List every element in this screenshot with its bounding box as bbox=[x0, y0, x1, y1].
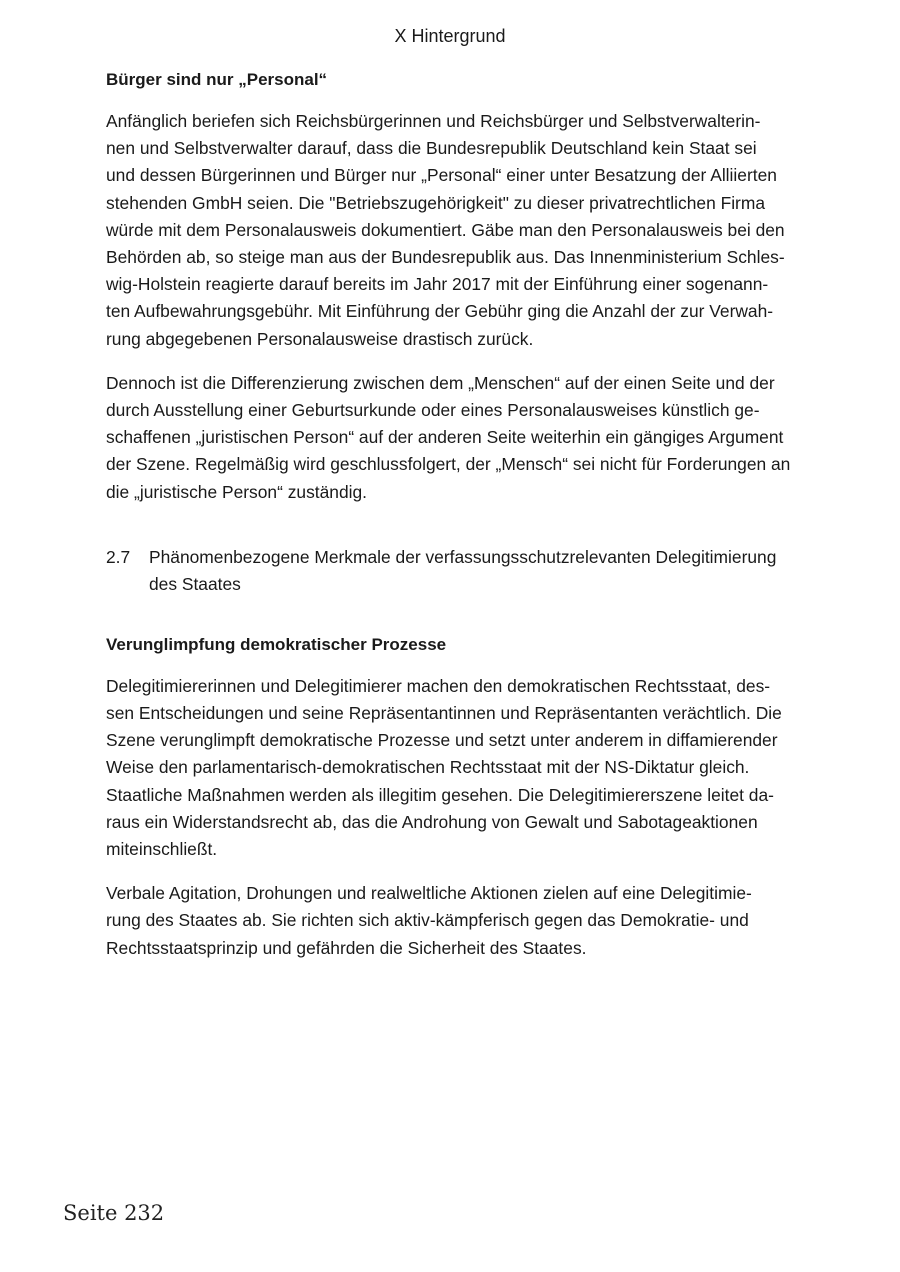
page-header: X Hintergrund bbox=[394, 26, 506, 46]
paragraph-verunglimpfung-1: Delegitimiererinnen und Delegitimierer machen den demokratischen Rechtsstaat, des- sen Entscheidungen und seine Repräsentantinnen und Repräsentanten verächtlich. Die Szene verunglimpft demokratische Prozesse und setzt unter anderem in diffamierender Weise den parlamentarisch-demokratischen Rechtsstaat mit der NS-Diktatur gleich. Staatliche Maßnahmen werden als illegitim gesehen. Die Delegitimiererszene leitet da- raus ein Widerstandsrecht ab, das die Androhung von Gewalt und Sabotageaktionen miteinschließt. bbox=[106, 675, 782, 860]
section-heading-buerger-personal: Bürger sind nur „Personal“ bbox=[106, 70, 328, 89]
paragraph-personal-2: Dennoch ist die Differenzierung zwischen dem „Menschen“ auf der einen Seite und der durch Ausstellung einer Geburtsurkunde oder eines Personalausweises künstlich ge- schaffenen „juristischen Person“ auf der anderen Seite weiterhin ein gängiges Argument der Szene. Regelmäßig wird geschlussfolgert, der „Mensch“ sei nicht für Forderungen an die „juristische Person“ zuständig. bbox=[106, 372, 791, 502]
paragraph-personal-1: Anfänglich beriefen sich Reichsbürgerinnen und Reichsbürger und Selbstverwalterin- nen und Selbstverwalter darauf, dass die Bundesrepublik Deutschland kein Staat sei und dessen Bürgerinnen und Bürger nur „Personal“ einer unter Besatzung der Alliierten stehenden GmbH seien. Die "Betriebszugehörigkeit" zu dieser privatrechtlichen Firma würde mit dem Personalausweis dokumentiert. Gäbe man den Personalausweis bei den Behörden ab, so steige man aus der Bundesrepublik aus. Das Innenministerium Schles- wig-Holstein reagierte darauf bereits im Jahr 2017 mit der Einführung einer sogenann- ten Aufbewahrungsgebühr. Mit Einführung der Gebühr ging die Anzahl der zur Verwah- rung abgegebenen Personalausweise drastisch zurück. bbox=[106, 111, 785, 349]
page-number: Seite 232 bbox=[63, 1201, 165, 1225]
paragraph-verunglimpfung-2: Verbale Agitation, Drohungen und realweltliche Aktionen zielen auf eine Delegitimie- rung des Staates ab. Sie richten sich aktiv-kämpferisch gegen das Demokratie- und Rechtsstaatsprinzip und gefährden die Sicherheit des Staates. bbox=[106, 883, 752, 958]
section-heading-verunglimpfung: Verunglimpfung demokratischer Prozesse bbox=[106, 634, 447, 654]
chapter-number: 2.7 bbox=[106, 546, 131, 567]
page-content bbox=[106, 68, 836, 979]
chapter-heading bbox=[106, 544, 836, 598]
chapter-title: Phänomenbezogene Merkmale der verfassungsschutzrelevanten Delegitimierung des Staates bbox=[149, 546, 777, 594]
